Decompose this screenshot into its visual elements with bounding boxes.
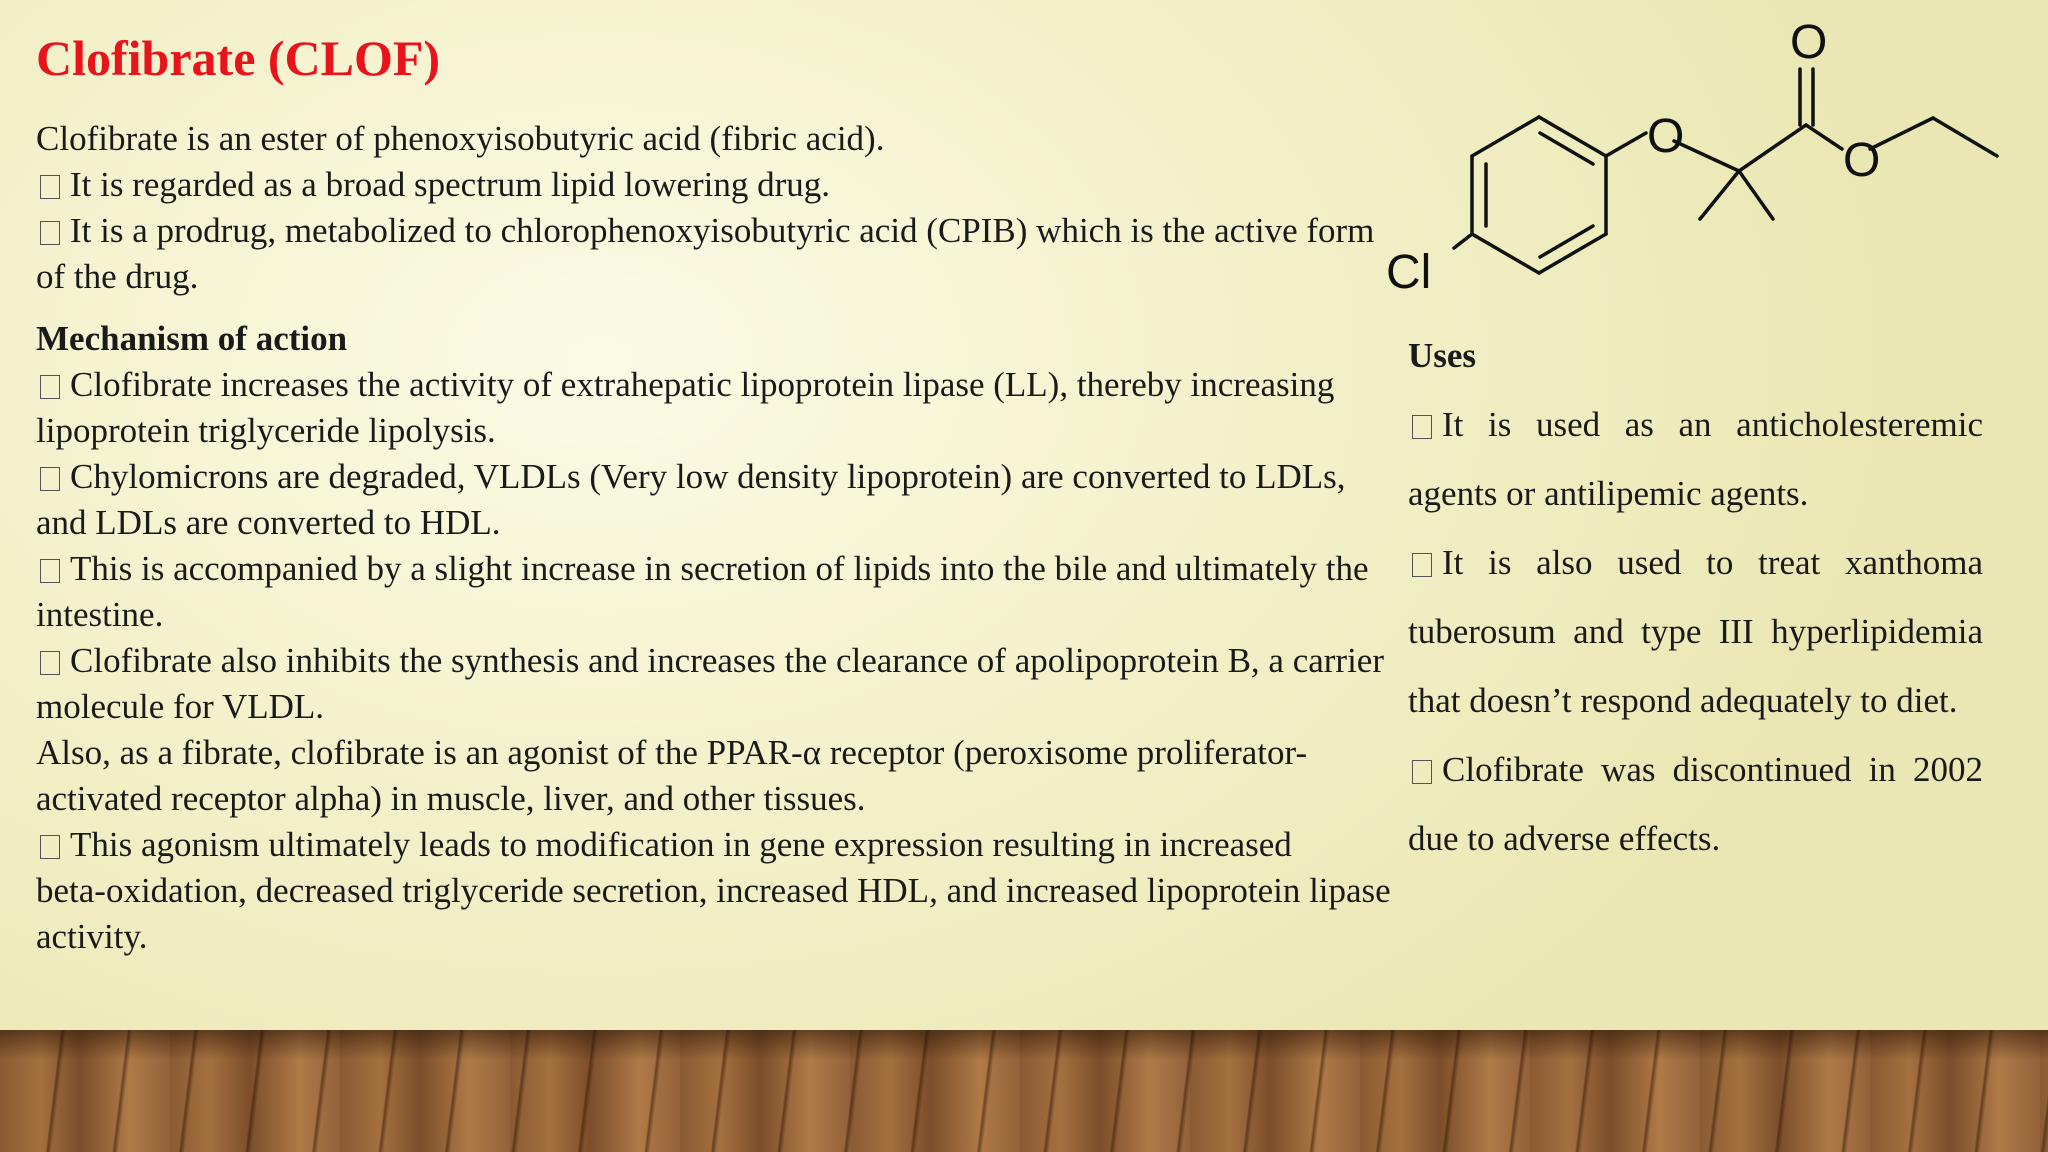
atom-oxygen-ester: O [1843, 134, 1881, 187]
checkbox-bullet-icon [1412, 760, 1432, 784]
mechanism-agonism-cont: beta-oxidation, decreased triglyceride secretion, increased HDL, and increased lipoprotein lipase activity. [36, 871, 1391, 956]
checkbox-bullet-icon [40, 175, 60, 199]
checkbox-bullet-icon [1412, 415, 1432, 439]
mechanism-bullet-4: Clofibrate also inhibits the synthesis and increases the clearance of apolipoprotein B, a carrier molecule for VLDL. [36, 641, 1384, 726]
clofibrate-structure [1370, 16, 2010, 306]
checkbox-bullet-icon [1412, 553, 1432, 577]
uses-bullet-1: It is used as an anticholesteremic agents or antilipemic agents. [1408, 405, 1983, 513]
mechanism-bullet-3: This is accompanied by a slight increase in secretion of lipids into the bile and ultimately the intestine. [36, 549, 1369, 634]
mechanism-bullet-2: Chylomicrons are degraded, VLDLs (Very low density lipoprotein) are converted to LDLs, and LDLs are converted to HDL. [36, 457, 1346, 542]
checkbox-bullet-icon [40, 467, 60, 491]
uses-heading: Uses [1408, 336, 1477, 375]
checkbox-bullet-icon [40, 221, 60, 245]
checkbox-bullet-icon [40, 559, 60, 583]
uses-bullet-2: It is also used to treat xanthoma tuberosum and type III hyperlipidemia that doesn’t respond adequately to diet. [1408, 543, 1983, 720]
structure-bonds [1454, 69, 1997, 273]
wooden-floor [0, 1030, 2048, 1152]
atom-chlorine: Cl [1386, 246, 1432, 299]
atom-oxygen-ether: O [1647, 110, 1685, 163]
uses-bullet-3: Clofibrate was discontinued in 2002 due to adverse effects. [1408, 750, 1983, 858]
main-text [36, 116, 1391, 960]
intro-line: Clofibrate is an ester of phenoxyisobutyric acid (fibric acid). [36, 119, 885, 158]
intro-bullet-2: It is a prodrug, metabolized to chlorophenoxyisobutyric acid (CPIB) which is the active form of the drug. [36, 211, 1375, 296]
mechanism-heading: Mechanism of action [36, 319, 348, 358]
checkbox-bullet-icon [40, 835, 60, 859]
atom-oxygen-carbonyl: O [1790, 16, 1828, 69]
uses-section [1408, 326, 1983, 873]
mechanism-also: Also, as a fibrate, clofibrate is an agonist of the PPAR-α receptor (peroxisome proliferator-activated receptor alpha) in muscle, liver, and other tissues. [36, 733, 1308, 818]
intro-bullet-1: It is regarded as a broad spectrum lipid lowering drug. [36, 162, 1391, 208]
mechanism-agonism-bullet: This agonism ultimately leads to modification in gene expression resulting in increased [36, 822, 1391, 868]
checkbox-bullet-icon [40, 651, 60, 675]
mechanism-bullet-1: Clofibrate increases the activity of extrahepatic lipoprotein lipase (LL), thereby increasing lipoprotein triglyceride lipolysis. [36, 365, 1335, 450]
slide-title: Clofibrate (CLOF) [36, 30, 441, 86]
checkbox-bullet-icon [40, 375, 60, 399]
